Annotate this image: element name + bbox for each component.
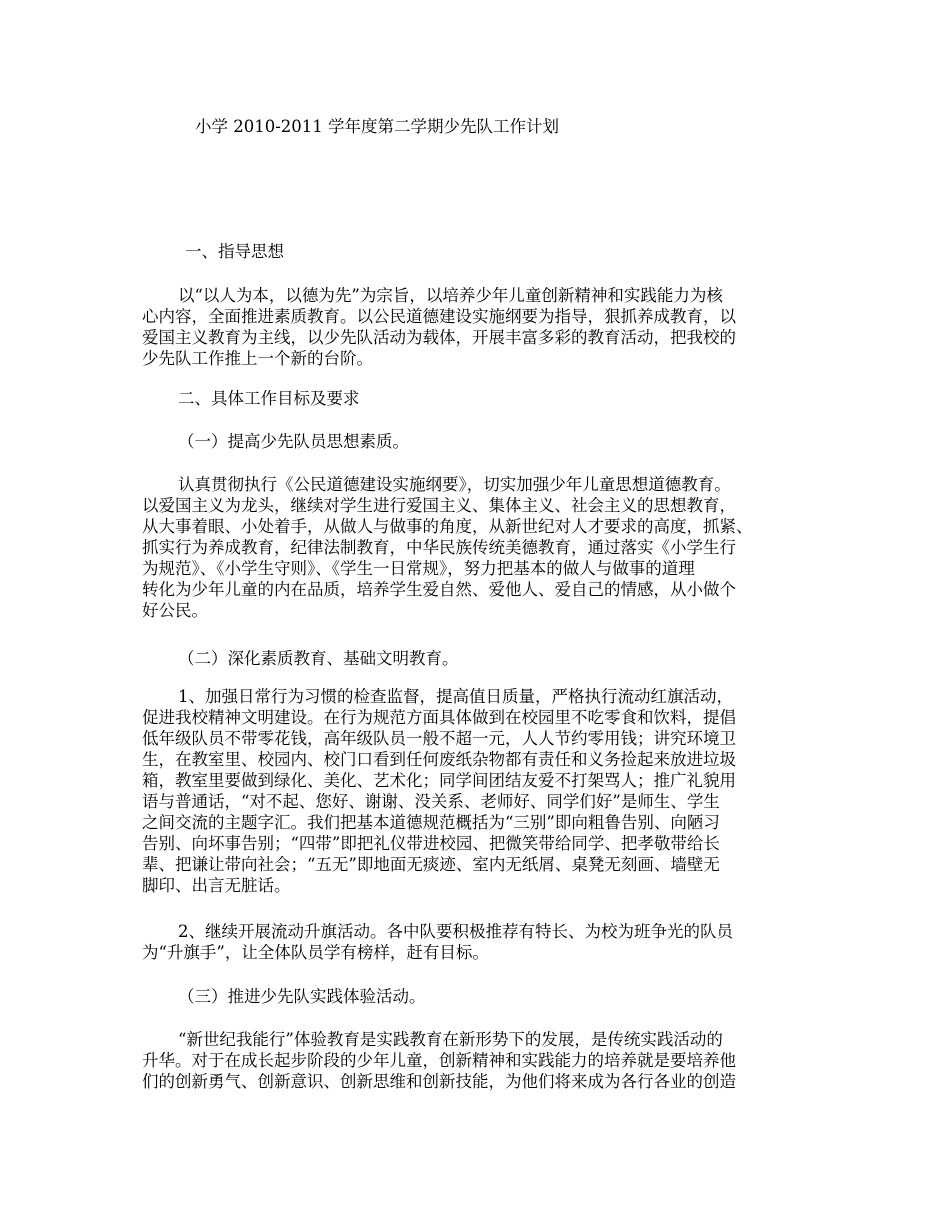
paragraph-line: 1、加强日常行为习惯的检查监督，提高值日质量，严格执行流动红旗活动，: [178, 687, 733, 706]
paragraph-line: 认真贯彻执行《公民道德建设实施纲要》，切实加强少年儿童思想道德教育。: [178, 475, 731, 494]
paragraph-line: 升华。对于在成长起步阶段的少年儿童，创新精神和实践能力的培养就是要培养他: [142, 1051, 736, 1070]
sub2-paragraph-2: [142, 921, 733, 963]
document-title: 小学 2010-2011 学年度第二学期少先队工作计划: [195, 117, 560, 136]
paragraph-line: 为“升旗手”，让全体队员学有榜样，赶有目标。: [142, 943, 489, 962]
paragraph-line: 生，在教室里、校园内、校门口看到任何废纸杂物都有责任和义务捡起来放进垃圾: [142, 750, 736, 769]
section1-paragraph: [142, 285, 736, 369]
paragraph-line: 抓实行为养成教育，纪律法制教育，中华民族传统美德教育，通过落实《小学生行: [142, 538, 736, 557]
sub3-heading: （三）推进少先队实践体验活动。: [178, 987, 426, 1006]
paragraph-line: 为规范》、《小学生守则》、《学生一日常规》，努力把基本的做人与做事的道理: [142, 559, 695, 578]
sub3-paragraph: [142, 1029, 736, 1092]
paragraph-line: 们的创新勇气、创新意识、创新思维和创新技能，为他们将来成为各行各业的创造: [142, 1072, 736, 1091]
sub1-heading: （一）提高少先队员思想素质。: [178, 432, 409, 451]
paragraph-line: 以“以人为本，以德为先”为宗旨，以培养少年儿童创新精神和实践能力为核: [178, 286, 723, 305]
paragraph-line: 转化为少年儿童的内在品质，培养学生爱自然、爱他人、爱自己的情感，从小做个: [142, 580, 736, 599]
paragraph-line: “新世纪我能行”体验教育是实践教育在新形势下的发展，是传统实践活动的: [178, 1030, 723, 1049]
paragraph-line: 爱国主义教育为主线，以少先队活动为载体，开展丰富多彩的教育活动，把我校的: [142, 328, 736, 347]
paragraph-line: 低年级队员不带零花钱，高年级队员一般不超一元，人人节约零用钱；讲究环境卫: [142, 729, 736, 748]
paragraph-line: 促进我校精神文明建设。在行为规范方面具体做到在校园里不吃零食和饮料，提倡: [142, 708, 736, 727]
paragraph-line: 少先队工作推上一个新的台阶。: [142, 349, 373, 368]
paragraph-line: 告别、向坏事告别；“四带”即把礼仪带进校园、把微笑带给同学、把孝敬带给长: [142, 834, 720, 853]
paragraph-line: 语与普通话，“对不起、您好、谢谢、没关系、老师好、同学们好”是师生、学生: [142, 792, 720, 811]
paragraph-line: 箱，教室里要做到绿化、美化、艺术化；同学间团结友爱不打架骂人；推广礼貌用: [142, 771, 736, 790]
paragraph-line: 以爱国主义为龙头，继续对学生进行爱国主义、集体主义、社会主义的思想教育，: [142, 496, 736, 515]
paragraph-line: 从大事着眼、小处着手，从做人与做事的角度，从新世纪对人才要求的高度，抓紧、: [142, 517, 753, 536]
paragraph-line: 辈、把谦让带向社会；“五无”即地面无痰迹、室内无纸屑、桌凳无刻画、墙壁无: [142, 855, 720, 874]
paragraph-line: 之间交流的主题字汇。我们把基本道德规范概括为“三别”即向粗鲁告别、向陋习: [142, 813, 720, 832]
sub2-paragraph-1: [142, 686, 736, 896]
section2-heading: 二、具体工作目标及要求: [178, 389, 360, 408]
paragraph-line: 脚印、出言无脏话。: [142, 876, 291, 895]
paragraph-line: 好公民。: [142, 601, 208, 620]
section1-heading: 一、指导思想: [185, 242, 284, 261]
sub2-heading: （二）深化素质教育、基础文明教育。: [178, 649, 459, 668]
paragraph-line: 心内容，全面推进素质教育。以公民道德建设实施纲要为指导，狠抓养成教育，以: [142, 307, 736, 326]
sub1-paragraph: [142, 474, 753, 621]
paragraph-line: 2、继续开展流动升旗活动。各中队要积极推荐有特长、为校为班争光的队员: [178, 922, 733, 941]
